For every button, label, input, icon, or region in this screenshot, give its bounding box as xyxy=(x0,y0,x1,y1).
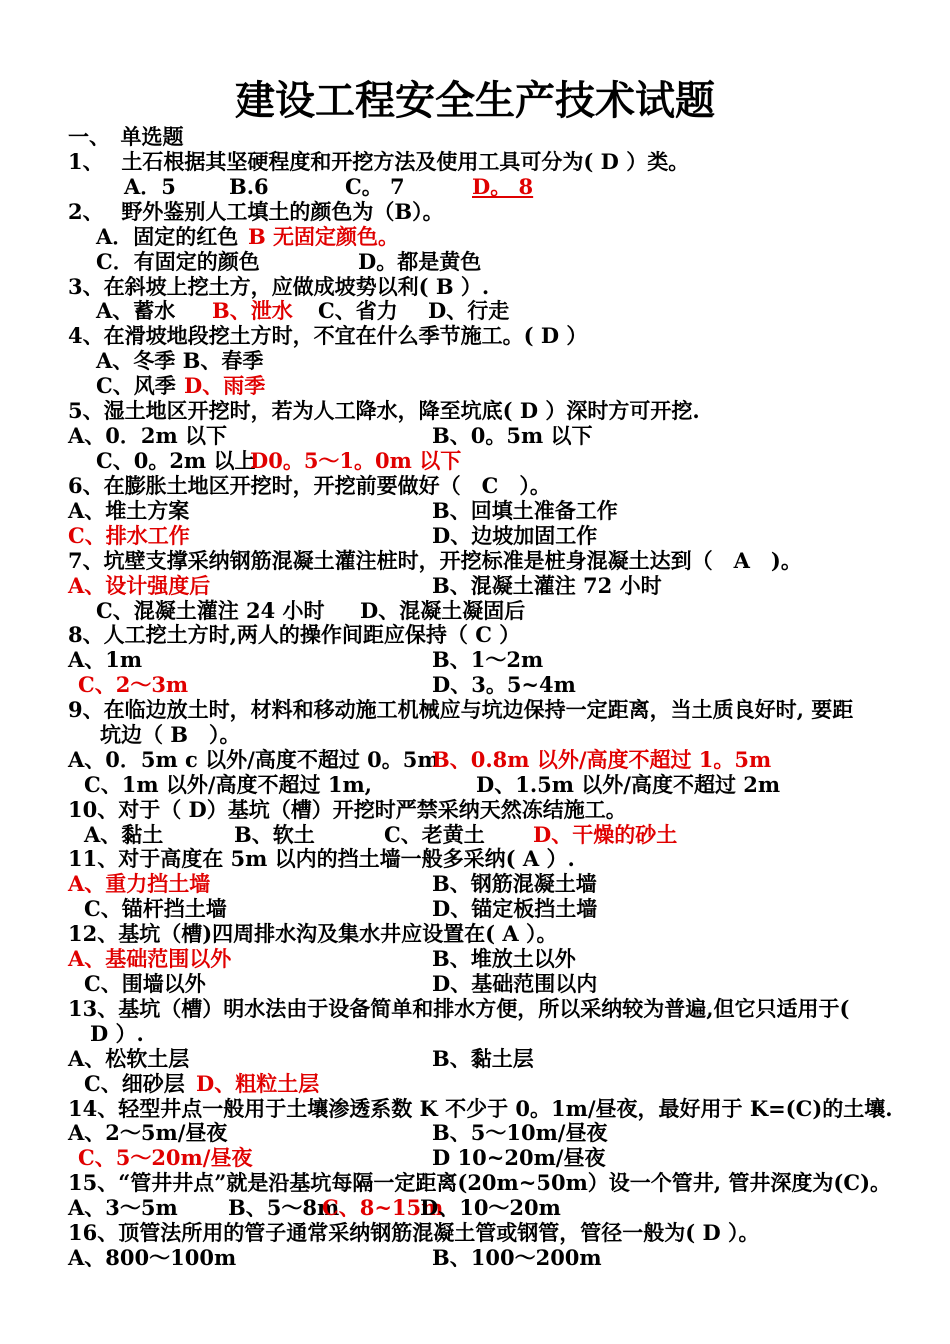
question-text: D、1.5m 以外/高度不超过 2m xyxy=(476,772,781,797)
question-text: 11、对于高度在 5m 以内的挡土墙一般多采纳( A ）. xyxy=(68,846,575,871)
question-text: 8、人工挖土方时,两人的操作间距应保持（ C ） xyxy=(68,622,521,647)
question-text: A、800～100m xyxy=(68,1245,237,1270)
question-text: 6、在膨胀土地区开挖时，开挖前要做好（ C ）。 xyxy=(68,473,551,498)
answer-text: A、基础范围以外 xyxy=(68,946,232,971)
question-text: D ）. xyxy=(90,1021,144,1046)
answer-text: D0。5～1。0m 以下 xyxy=(250,448,462,473)
question-text: 4、在滑坡地段挖土方时，不宜在什么季节施工。( D ） xyxy=(68,323,588,348)
answer-text: D、干燥的砂土 xyxy=(533,822,678,847)
question-text: D、基础范围以内 xyxy=(432,971,598,996)
answer-text: C、2～3m xyxy=(78,672,189,697)
question-text: A、2～5m/昼夜 xyxy=(68,1120,228,1145)
question-text: 12、基坑（槽)四周排水沟及集水井应设置在( A ）。 xyxy=(68,921,558,946)
question-text: B、黏土层 xyxy=(432,1046,534,1071)
question-text: B、0。5m 以下 xyxy=(432,423,593,448)
question-text: 10、对于（ D）基坑（槽）开挖时严禁采纳天然冻结施工。 xyxy=(68,797,627,822)
question-text: 3、在斜坡上挖土方，应做成坡势以利( B ）. xyxy=(68,274,490,299)
question-text: C、混凝土灌注 24 小时 xyxy=(96,598,325,623)
question-text: C、老黄土 xyxy=(384,822,485,847)
answer-text: B 无固定颜色。 xyxy=(248,224,400,249)
answer-text: A、设计强度后 xyxy=(68,573,211,598)
question-text: 2、 野外鉴别人工填土的颜色为（B）。 xyxy=(68,199,444,224)
question-text: C。 7 xyxy=(345,174,405,199)
question-text: B、回填土准备工作 xyxy=(432,498,618,523)
question-text: A、松软土层 xyxy=(68,1046,190,1071)
question-text: D、锚定板挡土墙 xyxy=(432,896,598,921)
answer-text: D、雨季 xyxy=(184,373,266,398)
question-text: 7、坑壁支撑采纳钢筋混凝土灌注桩时，开挖标准是桩身混凝土达到（ A )。 xyxy=(68,548,802,573)
question-text: A、堆土方案 xyxy=(68,498,190,523)
question-text: C、风季 xyxy=(96,373,176,398)
question-text: D、混凝土凝固后 xyxy=(360,598,526,623)
answer-text: D。 8 xyxy=(472,174,534,199)
question-text: B、1～2m xyxy=(432,647,544,672)
question-text: A、3～5m xyxy=(68,1195,178,1220)
question-text: D、3。5~4m xyxy=(432,672,576,697)
question-text: B、5～8m xyxy=(228,1195,340,1220)
question-text: B、钢筋混凝土墙 xyxy=(432,871,597,896)
question-text: C、1m 以外/高度不超过 1m, xyxy=(84,772,372,797)
question-text: 13、基坑（槽）明水法由于设备简单和排水方便，所以采纳较为普遍,但它只适用于( xyxy=(68,996,850,1021)
question-text: C、锚杆挡土墙 xyxy=(84,896,227,921)
question-text: 坑边（ B ）。 xyxy=(100,722,241,747)
question-text: D、行走 xyxy=(428,298,510,323)
question-text: A、蓄水 xyxy=(96,298,176,323)
question-text: 15、“管井井点”就是沿基坑每隔一定距离(20m~50m）设一个管井, 管井深度为(C)。 xyxy=(68,1170,892,1195)
question-text: B、5～10m/昼夜 xyxy=(432,1120,608,1145)
answer-text: B、泄水 xyxy=(212,298,293,323)
question-text: A、0．5m c 以外/高度不超过 0。5m xyxy=(68,747,440,772)
question-text: C、围墙以外 xyxy=(84,971,206,996)
answer-text: D、粗粒土层 xyxy=(196,1071,320,1096)
question-text: C、省力 xyxy=(318,298,398,323)
answer-text: C、排水工作 xyxy=(68,523,190,548)
question-text: A．固定的红色 xyxy=(96,224,239,249)
question-text: 14、轻型井点一般用于土壤渗透系数 K 不少于 0。1m/昼夜，最好用于 K=(C)的土壤. xyxy=(68,1096,893,1121)
question-text: D 10~20m/昼夜 xyxy=(432,1145,606,1170)
question-text: 16、顶管法所用的管子通常采纳钢筋混凝土管或钢管，管径一般为( D ）。 xyxy=(68,1220,760,1245)
question-text: A、冬季 B、春季 xyxy=(96,348,264,373)
page-title: 建设工程安全生产技术试题 xyxy=(235,77,715,124)
question-text: D。都是黄色 xyxy=(358,249,482,274)
answer-text: A、重力挡土墙 xyxy=(68,871,211,896)
question-text: B.6 xyxy=(229,174,269,199)
question-text: C、细砂层 xyxy=(84,1071,185,1096)
question-text: A、1m xyxy=(68,647,143,672)
question-text: D、边坡加固工作 xyxy=(432,523,598,548)
question-text: B、混凝土灌注 72 小时 xyxy=(432,573,662,598)
question-text: 9、在临边放土时，材料和移动施工机械应与坑边保持一定距离，当土质良好时, 要距 xyxy=(68,697,854,722)
answer-text: B、0.8m 以外/高度不超过 1。5m xyxy=(432,747,772,772)
question-text: 5、湿土地区开挖时，若为人工降水，降至坑底( D ）深时方可开挖. xyxy=(68,398,700,423)
question-text: A、黏土 xyxy=(84,822,164,847)
question-text: 一、 单选题 xyxy=(68,124,184,149)
answer-text: C、5～20m/昼夜 xyxy=(78,1145,253,1170)
question-text: D、10～20m xyxy=(420,1195,561,1220)
question-text: 1、 土石根据其坚硬程度和开挖方法及使用工具可分为( D ）类。 xyxy=(68,149,690,174)
question-text: A、0．2m 以下 xyxy=(68,423,228,448)
question-text: B、堆放土以外 xyxy=(432,946,576,971)
question-text: B、软土 xyxy=(234,822,315,847)
question-text: A．5 xyxy=(124,174,176,199)
question-text: C、0。2m 以上 xyxy=(96,448,256,473)
question-text: B、100～200m xyxy=(432,1245,602,1270)
question-text: C．有固定的颜色 xyxy=(96,249,260,274)
answer-text: C、8~15m xyxy=(322,1195,444,1220)
